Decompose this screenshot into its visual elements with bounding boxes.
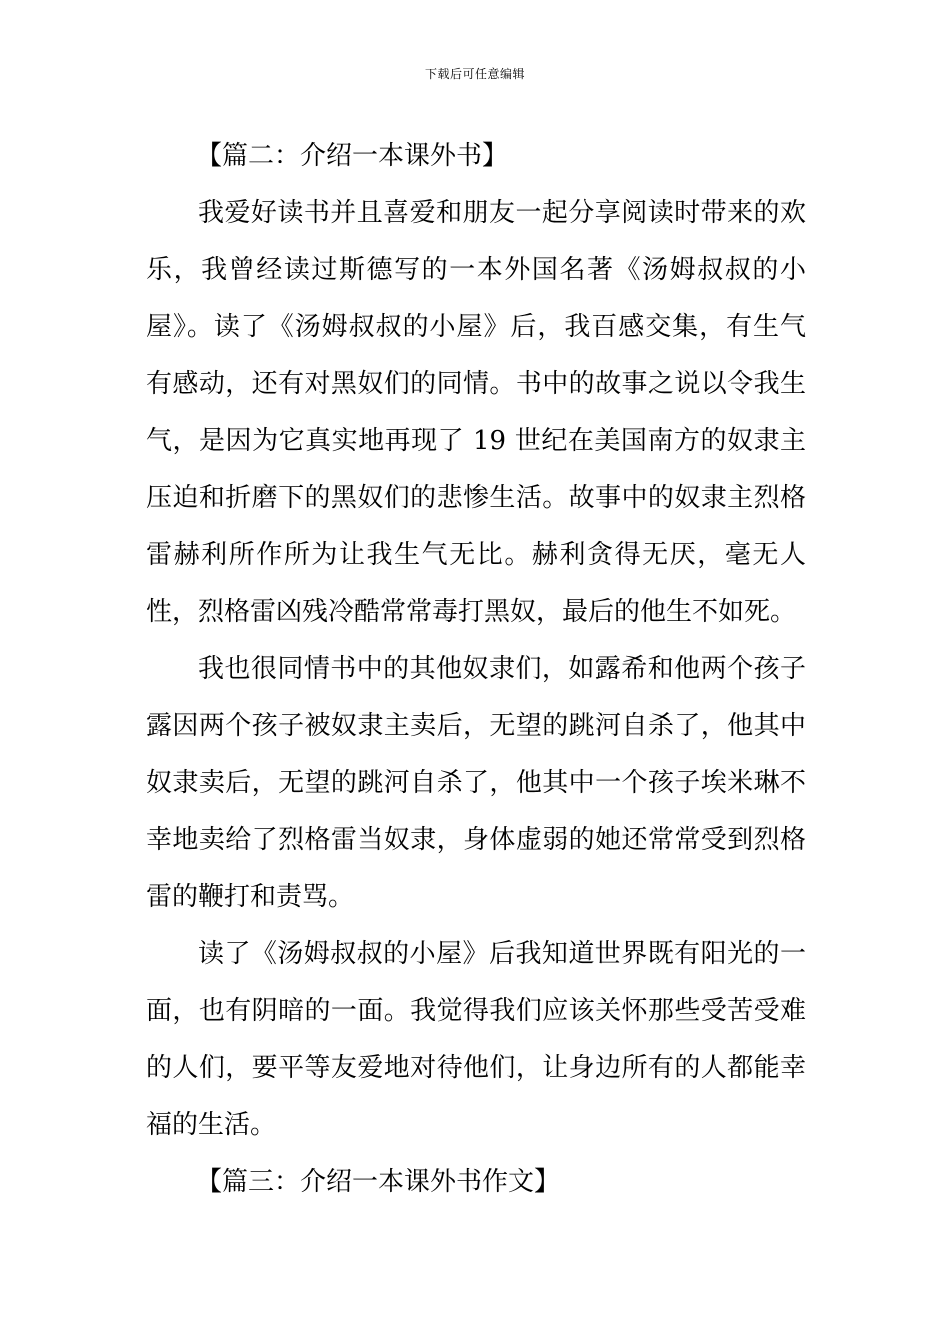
section-heading-2: 【篇二：介绍一本课外书】 [196, 141, 509, 171]
paragraph-1: 我爱好读书并且喜爱和朋友一起分享阅读时带来的欢乐，我曾经读过斯德写的一本外国名著《汤姆叔叔的小屋》。读了《汤姆叔叔的小屋》后，我百感交集，有生气有感动，还有对黑奴们的同情。书中的故事之说以令我生气，是因为它真实地再现了 19 世纪在美国南方的奴隶主压迫和折磨下的黑奴们的悲惨生活。故事中的奴隶主烈格雷赫利所作所为让我生气无比。赫利贪得无厌，毫无人性，烈格雷凶残冷酷常常毒打黑奴，最后的他生不如死。 [146, 198, 806, 627]
paragraph-3: 读了《汤姆叔叔的小屋》后我知道世界既有阳光的一面，也有阴暗的一面。我觉得我们应该关怀那些受苦受难的人们，要平等友爱地对待他们，让身边所有的人都能幸福的生活。 [146, 939, 806, 1140]
document-body [146, 128, 806, 1211]
paragraph-2: 我也很同情书中的其他奴隶们，如露希和他两个孩子露因两个孩子被奴隶主卖后，无望的跳河自杀了，他其中奴隶卖后，无望的跳河自杀了，他其中一个孩子埃米琳不幸地卖给了烈格雷当奴隶，身体虚弱的她还常常受到烈格雷的鞭打和责骂。 [146, 654, 806, 912]
section-heading-3: 【篇三：介绍一本课外书作文】 [196, 1167, 561, 1197]
page-header: 下载后可任意编辑 [424, 67, 525, 81]
